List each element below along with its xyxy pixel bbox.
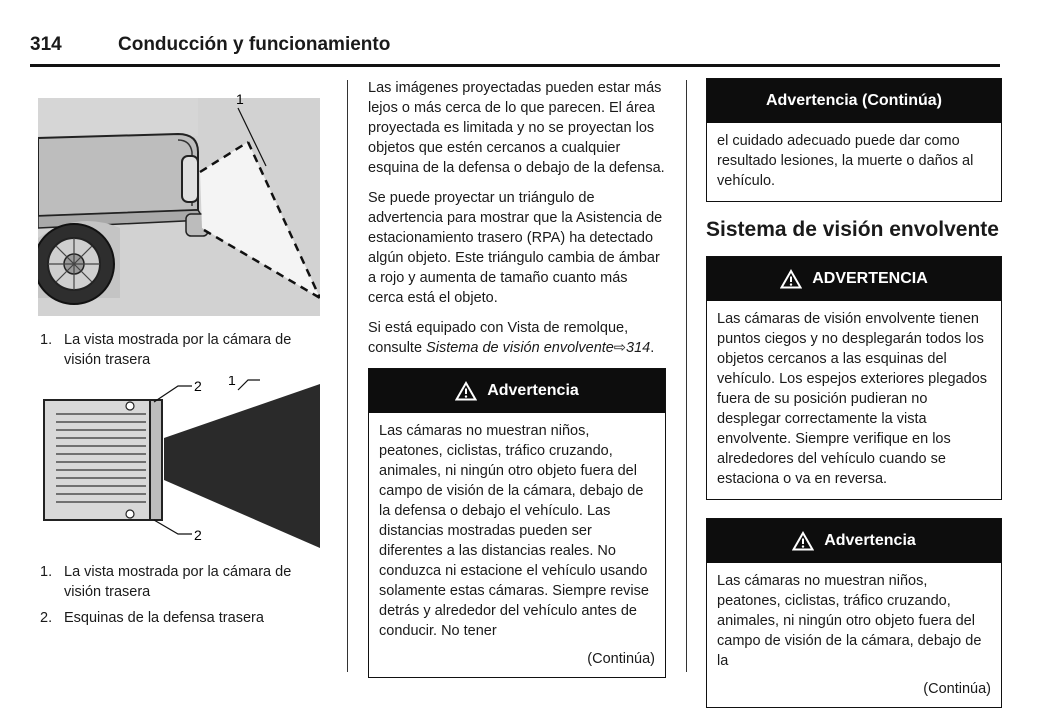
column-middle	[368, 78, 666, 678]
rear-camera-top-view-illustration	[38, 376, 320, 548]
paragraph-projected-images: Las imágenes proyectadas pueden estar más lejos o más cerca de lo que parecen. El área proyectada es limitada y no se proyectan los objetos que estén cercanos a cualquier esquina de la defensa o debajo de la defensa.	[368, 80, 665, 176]
column-left	[38, 78, 328, 634]
paragraph-trailer-view	[368, 318, 666, 358]
warning-box-blind-spots	[706, 256, 1002, 500]
paragraph-text: .	[650, 340, 655, 356]
continued-label: (Continúa)	[923, 681, 991, 697]
caption-item	[38, 608, 328, 628]
caption-text: La vista mostrada por la cámara de visión trasera	[64, 564, 292, 600]
warning-text: Las cámaras no muestran niños, peatones, ciclistas, tráfico cruzando, animales, ni ningún otro objeto fuera del campo de visión de la cámara, debajo de la defensa o debajo el vehículo. Las distancias mostradas pueden ser diferentes a las distancias reales. No conduzca ni estacione el vehículo usando solamente estas cámaras. Siempre revise detrás y alrededor del vehículo antes de conducir. No tener	[379, 423, 649, 639]
caption-text: Esquinas de la defensa trasera	[64, 610, 264, 626]
page-reference[interactable]: 314	[626, 340, 651, 356]
paragraph-text: Si está equipado con Vista de remolque, consulte	[368, 320, 629, 356]
caption-text: La vista mostrada por la cámara de visión trasera	[64, 332, 292, 368]
warning-header	[707, 519, 1001, 563]
callout-1: 1	[228, 376, 236, 388]
arrow-right-icon: ⇨	[613, 340, 627, 356]
warning-triangle-icon	[455, 381, 477, 401]
callout-2-top: 2	[194, 378, 202, 394]
caption-number: 1.	[40, 332, 53, 348]
page-number: 314	[30, 34, 62, 55]
section-heading: Sistema de visión envolvente	[706, 218, 999, 241]
caption-item	[38, 562, 328, 602]
warning-box-continued	[706, 78, 1002, 202]
column-right	[706, 78, 1002, 708]
warning-title: Advertencia	[487, 382, 579, 399]
callout-1: 1	[236, 91, 244, 107]
cross-reference-link[interactable]: Sistema de visión envolvente	[426, 340, 614, 356]
section-title: Conducción y funcionamiento	[118, 34, 391, 55]
warning-header	[707, 257, 1001, 301]
warning-triangle-icon	[780, 269, 802, 289]
figure2-caption	[38, 562, 328, 628]
paragraph-warning-triangle: Se puede proyectar un triángulo de advertencia para mostrar que la Asistencia de estacionamiento trasero (RPA) ha detectado algún objeto. Este triángulo cambia de ámbar a rojo y aumenta de tamaño cuanto más cerca está el objeto.	[368, 190, 663, 306]
page-header	[30, 30, 1000, 67]
caption-item	[38, 330, 328, 370]
column-divider	[686, 80, 687, 672]
continued-label: (Continúa)	[587, 651, 655, 667]
warning-triangle-icon	[792, 531, 814, 551]
warning-header: Advertencia (Continúa)	[707, 79, 1001, 123]
warning-box-cameras	[368, 368, 666, 678]
caption-number: 2.	[40, 610, 53, 626]
warning-text: Las cámaras no muestran niños, peatones, ciclistas, tráfico cruzando, animales, ni ningún otro objeto fuera del campo de visión de la cámara, debajo de la	[717, 573, 982, 669]
callout-2-bottom: 2	[194, 527, 202, 543]
warning-title: ADVERTENCIA	[812, 270, 928, 287]
figure1-caption	[38, 330, 328, 370]
warning-text: Las cámaras de visión envolvente tienen puntos ciegos y no desplegarán todos los objetos cercanos a las esquinas del vehículo. Los espejos exteriores plegados fuera de su posición pudieran no desplegar correctamente la vista envolvente. Siempre verifique en los alrededores del vehículo cuando se estaciona o va en reversa.	[717, 311, 988, 487]
warning-box-cameras	[706, 518, 1002, 708]
warning-title: Advertencia	[824, 532, 916, 549]
warning-text: el cuidado adecuado puede dar como resultado lesiones, la muerte o daños al vehículo.	[717, 133, 974, 189]
rear-camera-side-view-illustration	[38, 88, 320, 316]
warning-header	[369, 369, 665, 413]
column-divider	[347, 80, 348, 672]
caption-number: 1.	[40, 564, 53, 580]
